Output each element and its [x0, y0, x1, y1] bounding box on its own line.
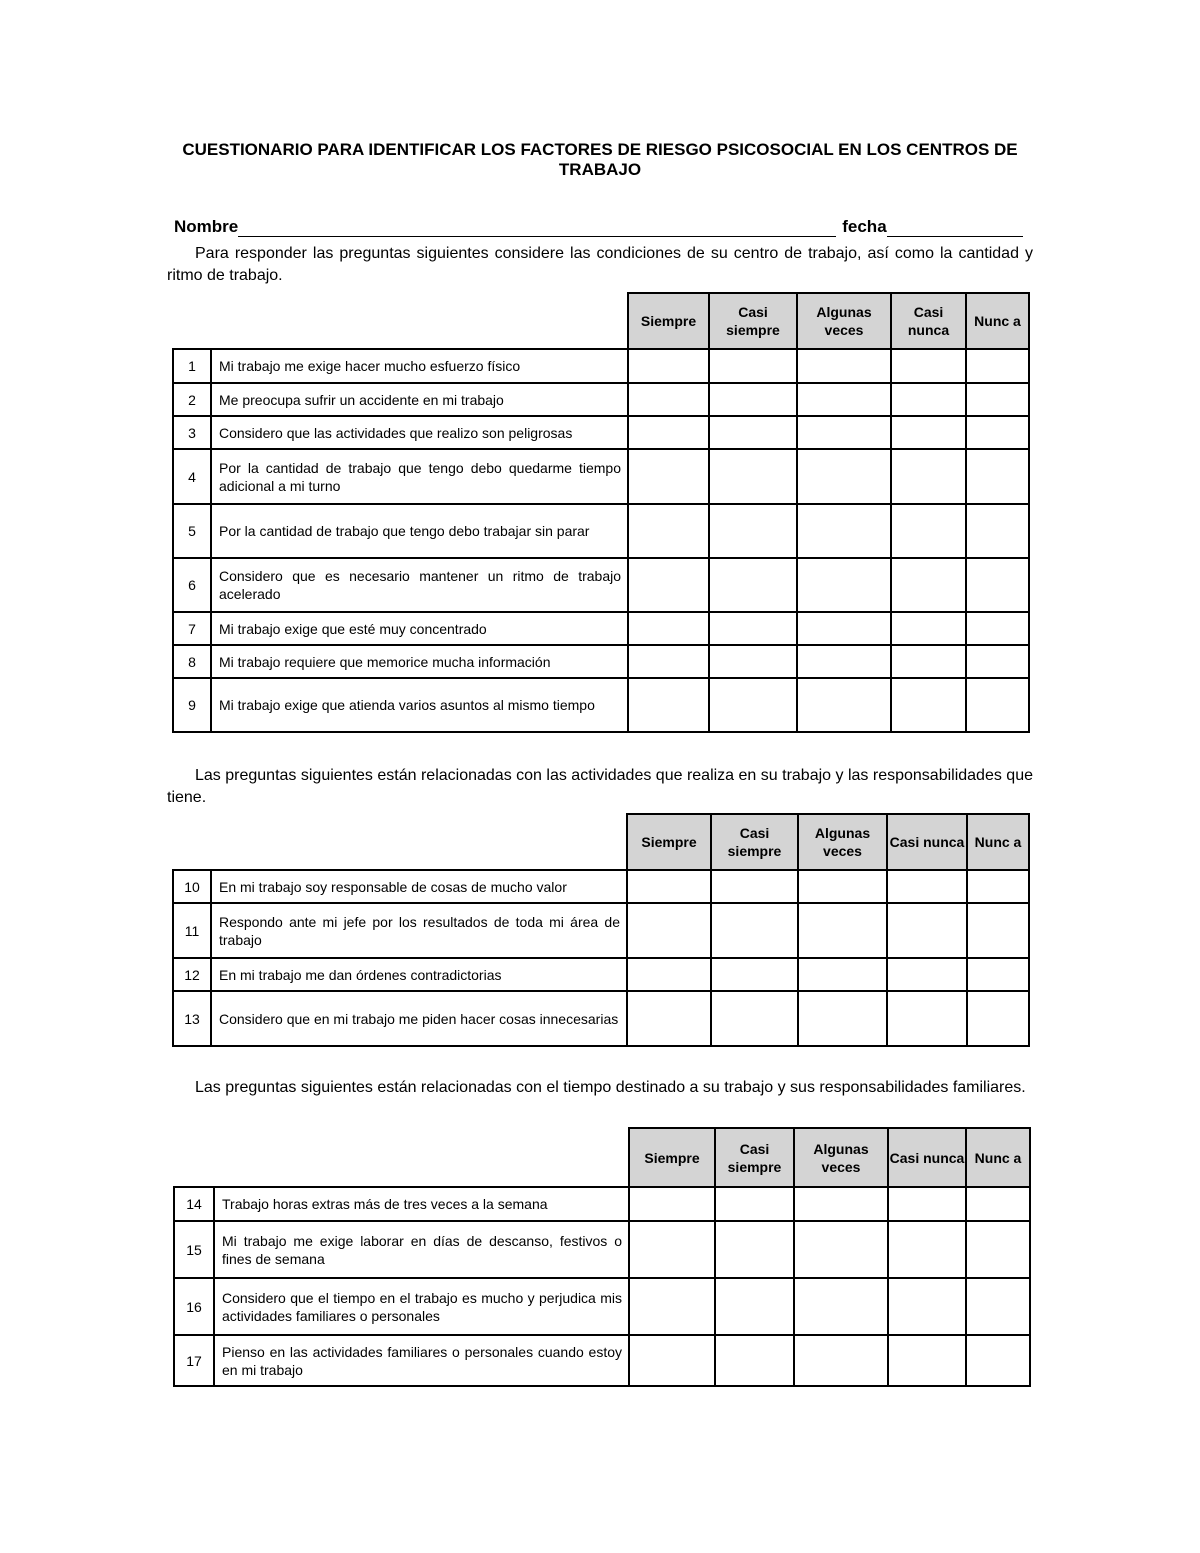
- question-row: [174, 1335, 1030, 1386]
- date-field[interactable]: [887, 220, 1023, 237]
- question-number: 12: [173, 958, 211, 991]
- answer-casi-nunca[interactable]: [888, 1335, 966, 1386]
- header-nunca: Nunc a: [966, 1128, 1030, 1187]
- question-number: 9: [173, 678, 211, 732]
- header-casi-nunca: Casi nunca: [888, 1128, 966, 1187]
- answer-algunas-veces[interactable]: [797, 678, 891, 732]
- question-row: [173, 416, 1029, 449]
- answer-nunca[interactable]: [966, 558, 1029, 612]
- answer-casi-nunca[interactable]: [888, 1221, 966, 1278]
- answer-casi-siempre[interactable]: [709, 416, 797, 449]
- answer-casi-nunca[interactable]: [891, 504, 966, 558]
- answer-nunca[interactable]: [966, 1335, 1030, 1386]
- answer-casi-nunca[interactable]: [887, 870, 967, 903]
- answer-casi-siempre[interactable]: [715, 1278, 794, 1335]
- answer-siempre[interactable]: [628, 678, 709, 732]
- question-number: 15: [174, 1221, 214, 1278]
- answer-casi-nunca[interactable]: [891, 349, 966, 383]
- answer-siempre[interactable]: [628, 558, 709, 612]
- header-blank: [173, 814, 627, 870]
- question-text: Considero que es necesario mantener un ritmo de trabajo acelerado: [211, 558, 628, 612]
- question-row: [173, 383, 1029, 416]
- answer-casi-nunca[interactable]: [888, 1187, 966, 1221]
- answer-algunas-veces[interactable]: [797, 349, 891, 383]
- answer-siempre[interactable]: [629, 1335, 715, 1386]
- question-number: 17: [174, 1335, 214, 1386]
- question-text: Mi trabajo me exige laborar en días de descanso, festivos o fines de semana: [214, 1221, 629, 1278]
- page-title: CUESTIONARIO PARA IDENTIFICAR LOS FACTORES DE RIESGO PSICOSOCIAL EN LOS CENTROS DE TRABAJO: [182, 140, 1018, 179]
- question-text: Considero que las actividades que realizo son peligrosas: [211, 416, 628, 449]
- answer-algunas-veces[interactable]: [798, 903, 887, 958]
- question-row: [173, 612, 1029, 645]
- answer-algunas-veces[interactable]: [797, 504, 891, 558]
- question-text: Mi trabajo me exige hacer mucho esfuerzo físico: [211, 349, 628, 383]
- name-date-line: [174, 217, 1034, 237]
- answer-casi-siempre[interactable]: [711, 991, 798, 1046]
- question-number: 16: [174, 1278, 214, 1335]
- question-row: [173, 903, 1029, 958]
- questions-table-1: [172, 292, 1030, 733]
- answer-casi-siempre[interactable]: [711, 903, 798, 958]
- answer-nunca[interactable]: [966, 678, 1029, 732]
- question-number: 13: [173, 991, 211, 1046]
- answer-siempre[interactable]: [628, 504, 709, 558]
- answer-siempre[interactable]: [627, 958, 711, 991]
- answer-nunca[interactable]: [966, 1221, 1030, 1278]
- answer-nunca[interactable]: [966, 416, 1029, 449]
- question-number: 6: [173, 558, 211, 612]
- question-number: 11: [173, 903, 211, 958]
- question-row: [173, 991, 1029, 1046]
- answer-casi-siempre[interactable]: [715, 1187, 794, 1221]
- question-text: Trabajo horas extras más de tres veces a la semana: [214, 1187, 629, 1221]
- answer-casi-siempre[interactable]: [711, 870, 798, 903]
- intro-paragraph-2: Las preguntas siguientes están relacionadas con las actividades que realiza en su trabajo y las responsabilidades que tiene.: [167, 767, 1033, 806]
- question-row: [174, 1187, 1030, 1221]
- answer-nunca[interactable]: [966, 1278, 1030, 1335]
- header-casi-siempre: Casi siempre: [715, 1128, 794, 1187]
- header-siempre: Siempre: [628, 293, 709, 349]
- answer-casi-nunca[interactable]: [891, 558, 966, 612]
- answer-casi-nunca[interactable]: [891, 383, 966, 416]
- answer-siempre[interactable]: [629, 1278, 715, 1335]
- answer-casi-siempre[interactable]: [709, 678, 797, 732]
- answer-algunas-veces[interactable]: [797, 612, 891, 645]
- header-blank: [174, 1128, 629, 1187]
- answer-siempre[interactable]: [629, 1221, 715, 1278]
- answer-casi-siempre[interactable]: [715, 1335, 794, 1386]
- question-number: 3: [173, 416, 211, 449]
- answer-algunas-veces[interactable]: [798, 870, 887, 903]
- header-nunca: Nunc a: [966, 293, 1029, 349]
- question-text: Por la cantidad de trabajo que tengo debo quedarme tiempo adicional a mi turno: [211, 449, 628, 504]
- answer-casi-nunca[interactable]: [888, 1278, 966, 1335]
- answer-siempre[interactable]: [628, 612, 709, 645]
- question-text: Considero que el tiempo en el trabajo es mucho y perjudica mis actividades familiares o personales: [214, 1278, 629, 1335]
- answer-algunas-veces[interactable]: [794, 1187, 888, 1221]
- answer-nunca[interactable]: [966, 349, 1029, 383]
- answer-casi-siempre[interactable]: [709, 612, 797, 645]
- answer-nunca[interactable]: [967, 958, 1029, 991]
- header-casi-siempre: Casi siempre: [709, 293, 797, 349]
- answer-nunca[interactable]: [967, 903, 1029, 958]
- question-number: 14: [174, 1187, 214, 1221]
- answer-nunca[interactable]: [967, 991, 1029, 1046]
- answer-nunca[interactable]: [966, 383, 1029, 416]
- answer-siempre[interactable]: [628, 449, 709, 504]
- answer-algunas-veces[interactable]: [797, 645, 891, 678]
- answer-nunca[interactable]: [966, 449, 1029, 504]
- header-casi-nunca: Casi nunca: [887, 814, 967, 870]
- answer-casi-siempre[interactable]: [709, 558, 797, 612]
- question-number: 2: [173, 383, 211, 416]
- intro-paragraph-3: Las preguntas siguientes están relacionadas con el tiempo destinado a su trabajo y sus responsabilidades familiares.: [195, 1079, 1026, 1096]
- answer-siempre[interactable]: [628, 383, 709, 416]
- question-text: Me preocupa sufrir un accidente en mi trabajo: [211, 383, 628, 416]
- question-row: [173, 958, 1029, 991]
- question-row: [173, 449, 1029, 504]
- answer-casi-nunca[interactable]: [891, 678, 966, 732]
- answer-casi-nunca[interactable]: [887, 903, 967, 958]
- answer-algunas-veces[interactable]: [797, 416, 891, 449]
- name-label: Nombre: [174, 217, 239, 236]
- question-text: Pienso en las actividades familiares o personales cuando estoy en mi trabajo: [214, 1335, 629, 1386]
- header-row: [174, 1128, 1030, 1187]
- answer-algunas-veces[interactable]: [798, 991, 887, 1046]
- answer-casi-siempre[interactable]: [709, 449, 797, 504]
- answer-casi-nunca[interactable]: [891, 645, 966, 678]
- question-text: Respondo ante mi jefe por los resultados de toda mi área de trabajo: [211, 903, 627, 958]
- answer-casi-nunca[interactable]: [891, 416, 966, 449]
- question-row: [173, 678, 1029, 732]
- question-text: Mi trabajo requiere que memorice mucha información: [211, 645, 628, 678]
- answer-casi-nunca[interactable]: [891, 612, 966, 645]
- answer-casi-siempre[interactable]: [709, 349, 797, 383]
- header-blank: [173, 293, 628, 349]
- answer-nunca[interactable]: [966, 1187, 1030, 1221]
- answer-nunca[interactable]: [966, 504, 1029, 558]
- intro-paragraph-1: Para responder las preguntas siguientes considere las condiciones de su centro de trabajo, así como la cantidad y ritmo de trabajo.: [167, 245, 1033, 284]
- header-siempre: Siempre: [627, 814, 711, 870]
- answer-nunca[interactable]: [967, 870, 1029, 903]
- question-row: [174, 1278, 1030, 1335]
- answer-nunca[interactable]: [966, 645, 1029, 678]
- questions-table-2: [172, 813, 1030, 1047]
- answer-siempre[interactable]: [628, 416, 709, 449]
- question-text: Mi trabajo exige que esté muy concentrado: [211, 612, 628, 645]
- answer-casi-nunca[interactable]: [887, 991, 967, 1046]
- question-number: 7: [173, 612, 211, 645]
- question-row: [173, 645, 1029, 678]
- question-row: [173, 870, 1029, 903]
- header-row: [173, 814, 1029, 870]
- answer-casi-siempre[interactable]: [709, 504, 797, 558]
- answer-casi-nunca[interactable]: [887, 958, 967, 991]
- answer-algunas-veces[interactable]: [794, 1278, 888, 1335]
- header-algunas-veces: Algunas veces: [798, 814, 887, 870]
- answer-algunas-veces[interactable]: [797, 558, 891, 612]
- answer-algunas-veces[interactable]: [798, 958, 887, 991]
- question-row: [173, 504, 1029, 558]
- question-number: 4: [173, 449, 211, 504]
- answer-siempre[interactable]: [627, 903, 711, 958]
- answer-casi-siempre[interactable]: [711, 958, 798, 991]
- answer-casi-nunca[interactable]: [891, 449, 966, 504]
- name-field[interactable]: [238, 220, 836, 237]
- question-number: 10: [173, 870, 211, 903]
- answer-algunas-veces[interactable]: [797, 449, 891, 504]
- header-algunas-veces: Algunas veces: [794, 1128, 888, 1187]
- answer-casi-siempre[interactable]: [709, 645, 797, 678]
- header-siempre: Siempre: [629, 1128, 715, 1187]
- question-number: 8: [173, 645, 211, 678]
- header-casi-siempre: Casi siempre: [711, 814, 798, 870]
- date-label: fecha: [842, 217, 887, 236]
- answer-siempre[interactable]: [627, 870, 711, 903]
- question-text: En mi trabajo me dan órdenes contradictorias: [211, 958, 627, 991]
- header-casi-nunca: Casi nunca: [891, 293, 966, 349]
- question-row: [174, 1221, 1030, 1278]
- answer-casi-siempre[interactable]: [715, 1221, 794, 1278]
- answer-algunas-veces[interactable]: [794, 1221, 888, 1278]
- header-nunca: Nunc a: [967, 814, 1029, 870]
- questions-table-3: [173, 1127, 1031, 1387]
- question-row: [173, 349, 1029, 383]
- header-algunas-veces: Algunas veces: [797, 293, 891, 349]
- answer-siempre[interactable]: [628, 645, 709, 678]
- header-row: [173, 293, 1029, 349]
- question-number: 1: [173, 349, 211, 383]
- answer-algunas-veces[interactable]: [797, 383, 891, 416]
- question-text: Por la cantidad de trabajo que tengo debo trabajar sin parar: [211, 504, 628, 558]
- question-row: [173, 558, 1029, 612]
- answer-algunas-veces[interactable]: [794, 1335, 888, 1386]
- answer-siempre[interactable]: [627, 991, 711, 1046]
- answer-casi-siempre[interactable]: [709, 383, 797, 416]
- question-text: Mi trabajo exige que atienda varios asuntos al mismo tiempo: [211, 678, 628, 732]
- answer-siempre[interactable]: [628, 349, 709, 383]
- answer-siempre[interactable]: [629, 1187, 715, 1221]
- question-text: Considero que en mi trabajo me piden hacer cosas innecesarias: [211, 991, 627, 1046]
- question-number: 5: [173, 504, 211, 558]
- question-text: En mi trabajo soy responsable de cosas de mucho valor: [211, 870, 627, 903]
- answer-nunca[interactable]: [966, 612, 1029, 645]
